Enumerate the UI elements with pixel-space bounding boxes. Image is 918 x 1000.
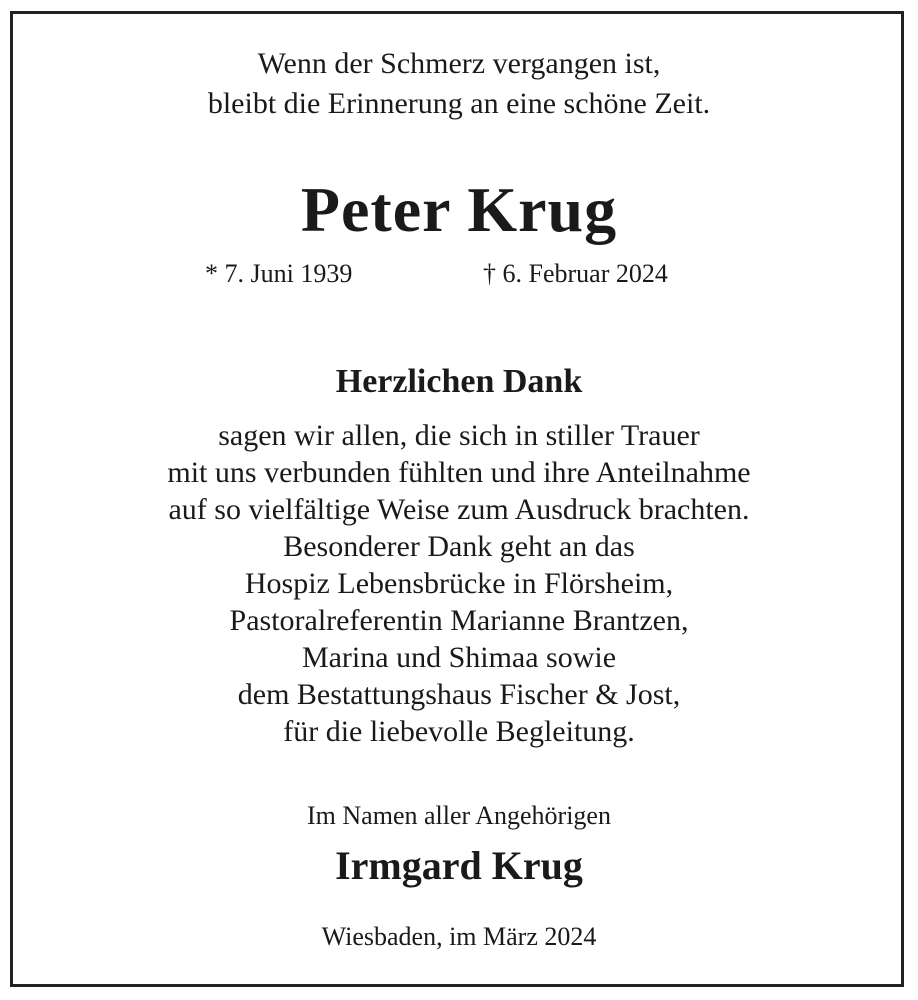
body-line: mit uns verbunden fühlten und ihre Anteilnahme [167,456,751,489]
body-line: Marina und Shimaa sowie [301,641,617,674]
motto-line: bleibt die Erinnerung an eine schöne Zeit. [207,87,711,120]
body-line: sagen wir allen, die sich in stiller Trauer [218,419,700,452]
body-line: Hospiz Lebensbrücke in Flörsheim, [244,567,674,600]
body-line: auf so vielfältige Weise zum Ausdruck brachten. [168,493,750,526]
signature-intro: Im Namen aller Angehörigen [307,801,611,830]
motto-line: Wenn der Schmerz vergangen ist, [257,47,661,80]
body-line: Pastoralreferentin Marianne Brantzen, [229,604,689,637]
place-and-date: Wiesbaden, im März 2024 [321,922,597,951]
body-line: für die liebevolle Begleitung. [283,715,635,748]
thanks-heading: Herzlichen Dank [335,363,583,400]
deceased-name: Peter Krug [300,174,618,245]
body-line: dem Bestattungshaus Fischer & Jost, [237,678,681,711]
body-line: Besonderer Dank geht an das [283,530,635,563]
birth-date: * 7. Juni 1939 [205,259,353,288]
signer-name: Irmgard Krug [335,843,583,888]
death-date: † 6. Februar 2024 [483,259,668,288]
